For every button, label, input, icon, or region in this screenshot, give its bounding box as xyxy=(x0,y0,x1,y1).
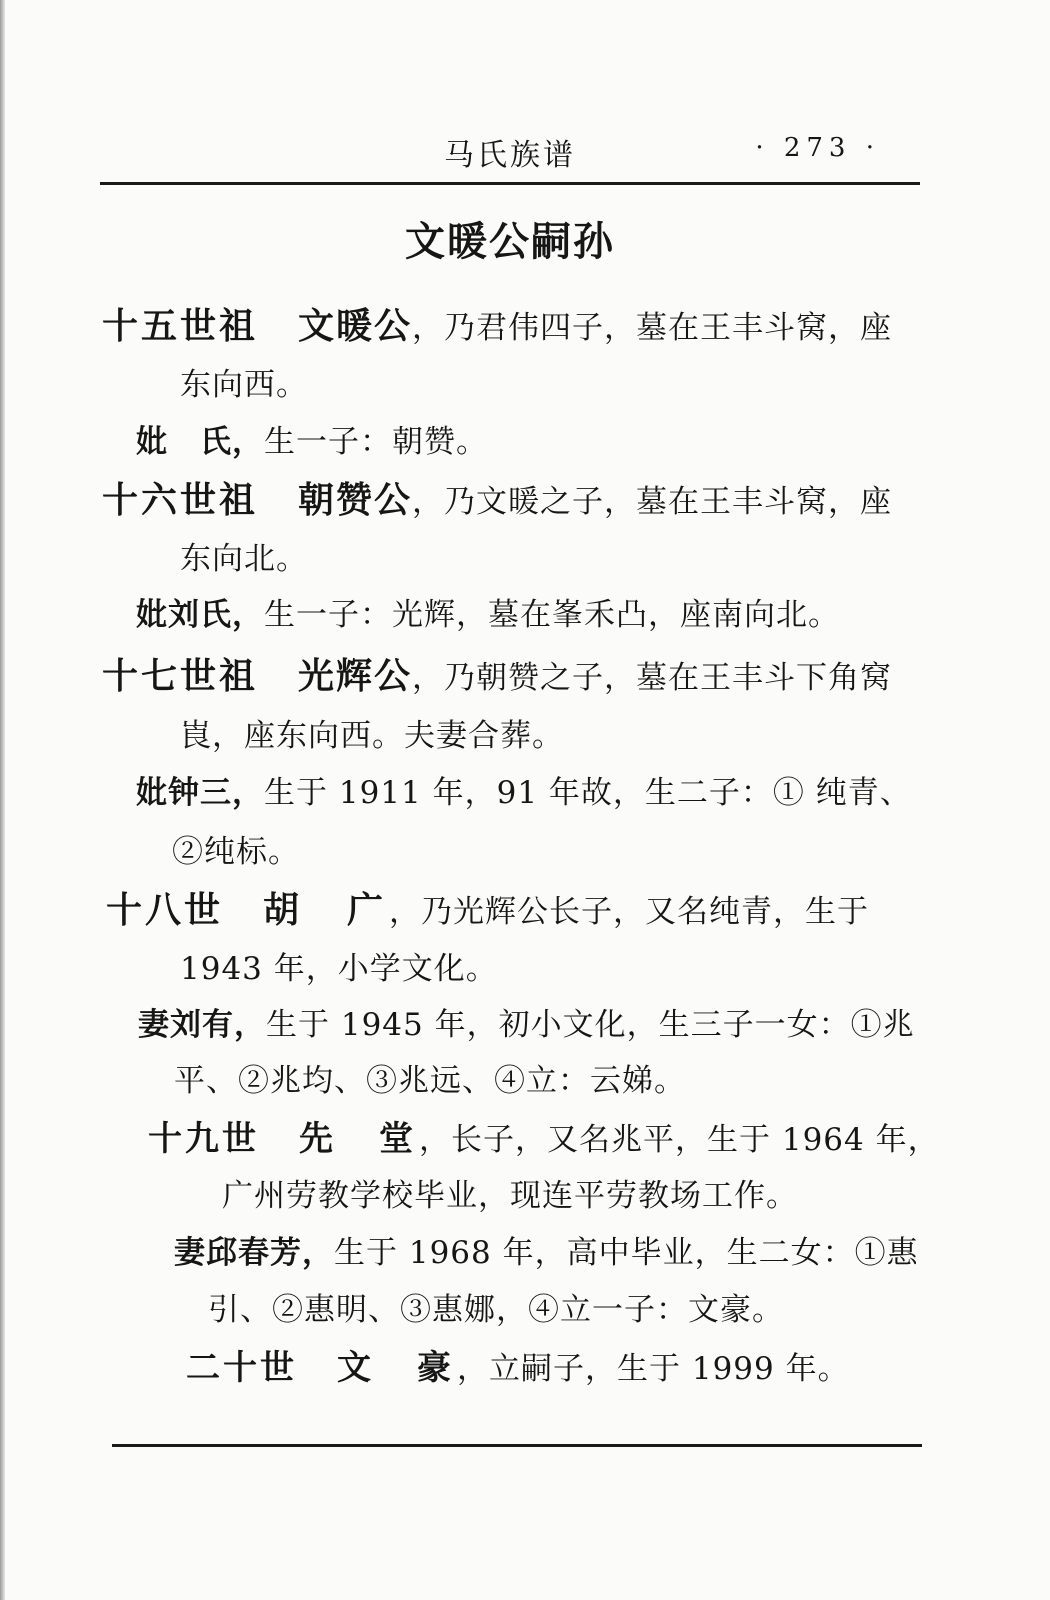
spouse-line xyxy=(138,999,915,1044)
spouse-line xyxy=(174,1227,919,1272)
running-header xyxy=(100,125,920,175)
entry-line xyxy=(102,472,892,523)
spouse-line xyxy=(174,1055,686,1100)
generation-label: 十八世 xyxy=(106,890,224,931)
spouse-text: 引、②惠明、③惠娜，④立一子：文豪。 xyxy=(208,1292,784,1328)
entry-line xyxy=(186,1340,850,1389)
entry-text: 1943 年，小学文化。 xyxy=(180,951,498,987)
spouse-text: 生于 1945 年，初小文化，生三子一女：①兆 xyxy=(266,1007,915,1043)
person-name: 文 豪 xyxy=(337,1348,457,1388)
spouse-name: 妻邱春芳， xyxy=(174,1235,334,1271)
entry-text: 崀，座东向西。夫妻合葬。 xyxy=(180,718,564,754)
entry-line xyxy=(148,1111,940,1160)
spouse-name: 妣钟三， xyxy=(136,775,264,811)
person-name: 朝赞公 xyxy=(298,480,413,521)
spouse-line xyxy=(172,826,300,871)
entry-line xyxy=(106,882,869,933)
entry-text: 广州劳教学校毕业，现连平劳教场工作。 xyxy=(222,1178,798,1214)
footer-rule xyxy=(112,1444,922,1447)
entry-text: 东向北。 xyxy=(180,541,308,577)
generation-label: 十五世祖 xyxy=(102,306,259,347)
spouse-line xyxy=(136,589,840,634)
spouse-line xyxy=(208,1284,784,1329)
person-name: 先 堂 xyxy=(299,1119,419,1159)
header-rule xyxy=(100,182,920,185)
entry-line xyxy=(102,648,892,699)
entry-text: ，乃文暖之子，墓在王丰斗窝，座 xyxy=(412,484,893,520)
entry-text: ，长子，又名兆平，生于 1964 年， xyxy=(419,1122,940,1158)
generation-label: 二十世 xyxy=(186,1348,297,1388)
spouse-name: 妣 氏， xyxy=(136,424,264,460)
generation-label: 十九世 xyxy=(148,1119,259,1159)
entry-line xyxy=(180,943,498,988)
generation-label: 十七世祖 xyxy=(102,656,259,697)
section-title: 文暖公嗣孙 xyxy=(405,219,615,265)
spouse-text: 生于 1968 年，高中毕业，生二女：①惠 xyxy=(334,1235,919,1271)
spouse-text: 生一子：朝赞。 xyxy=(264,424,488,460)
entry-line xyxy=(180,359,308,404)
spouse-text: ②纯标。 xyxy=(172,834,300,870)
entry-text: ，乃朝赞之子，墓在王丰斗下角窝 xyxy=(412,660,893,696)
spouse-name: 妻刘有， xyxy=(138,1007,266,1043)
entry-text: 东向西。 xyxy=(180,367,308,403)
spouse-text: 生一子：光辉，墓在峯禾凸，座南向北。 xyxy=(264,597,840,633)
generation-label: 十六世祖 xyxy=(102,480,259,521)
spouse-name: 妣刘氏， xyxy=(136,597,264,633)
spouse-text: 平、②兆均、③兆远、④立：云娣。 xyxy=(174,1063,686,1099)
entry-text: ，乃光辉公长子，又名纯青，生于 xyxy=(389,894,870,930)
spouse-line xyxy=(136,767,912,812)
entry-line xyxy=(102,298,892,349)
spouse-line xyxy=(136,416,488,461)
book-title: 马氏族谱 xyxy=(444,138,576,173)
person-name: 胡 广 xyxy=(263,890,390,931)
scan-page-edge xyxy=(0,0,5,1600)
entry-text: ，立嗣子，生于 1999 年。 xyxy=(457,1351,850,1387)
person-name: 光辉公 xyxy=(298,656,413,697)
entry-text: ，乃君伟四子，墓在王丰斗窝，座 xyxy=(412,310,893,346)
page-number: · 273 · xyxy=(755,133,880,163)
spouse-text: 生于 1911 年，91 年故，生二子：① 纯青、 xyxy=(264,775,912,811)
entry-line xyxy=(180,710,564,755)
entry-line xyxy=(180,533,308,578)
person-name: 文暖公 xyxy=(298,306,413,347)
entry-line xyxy=(222,1170,798,1215)
